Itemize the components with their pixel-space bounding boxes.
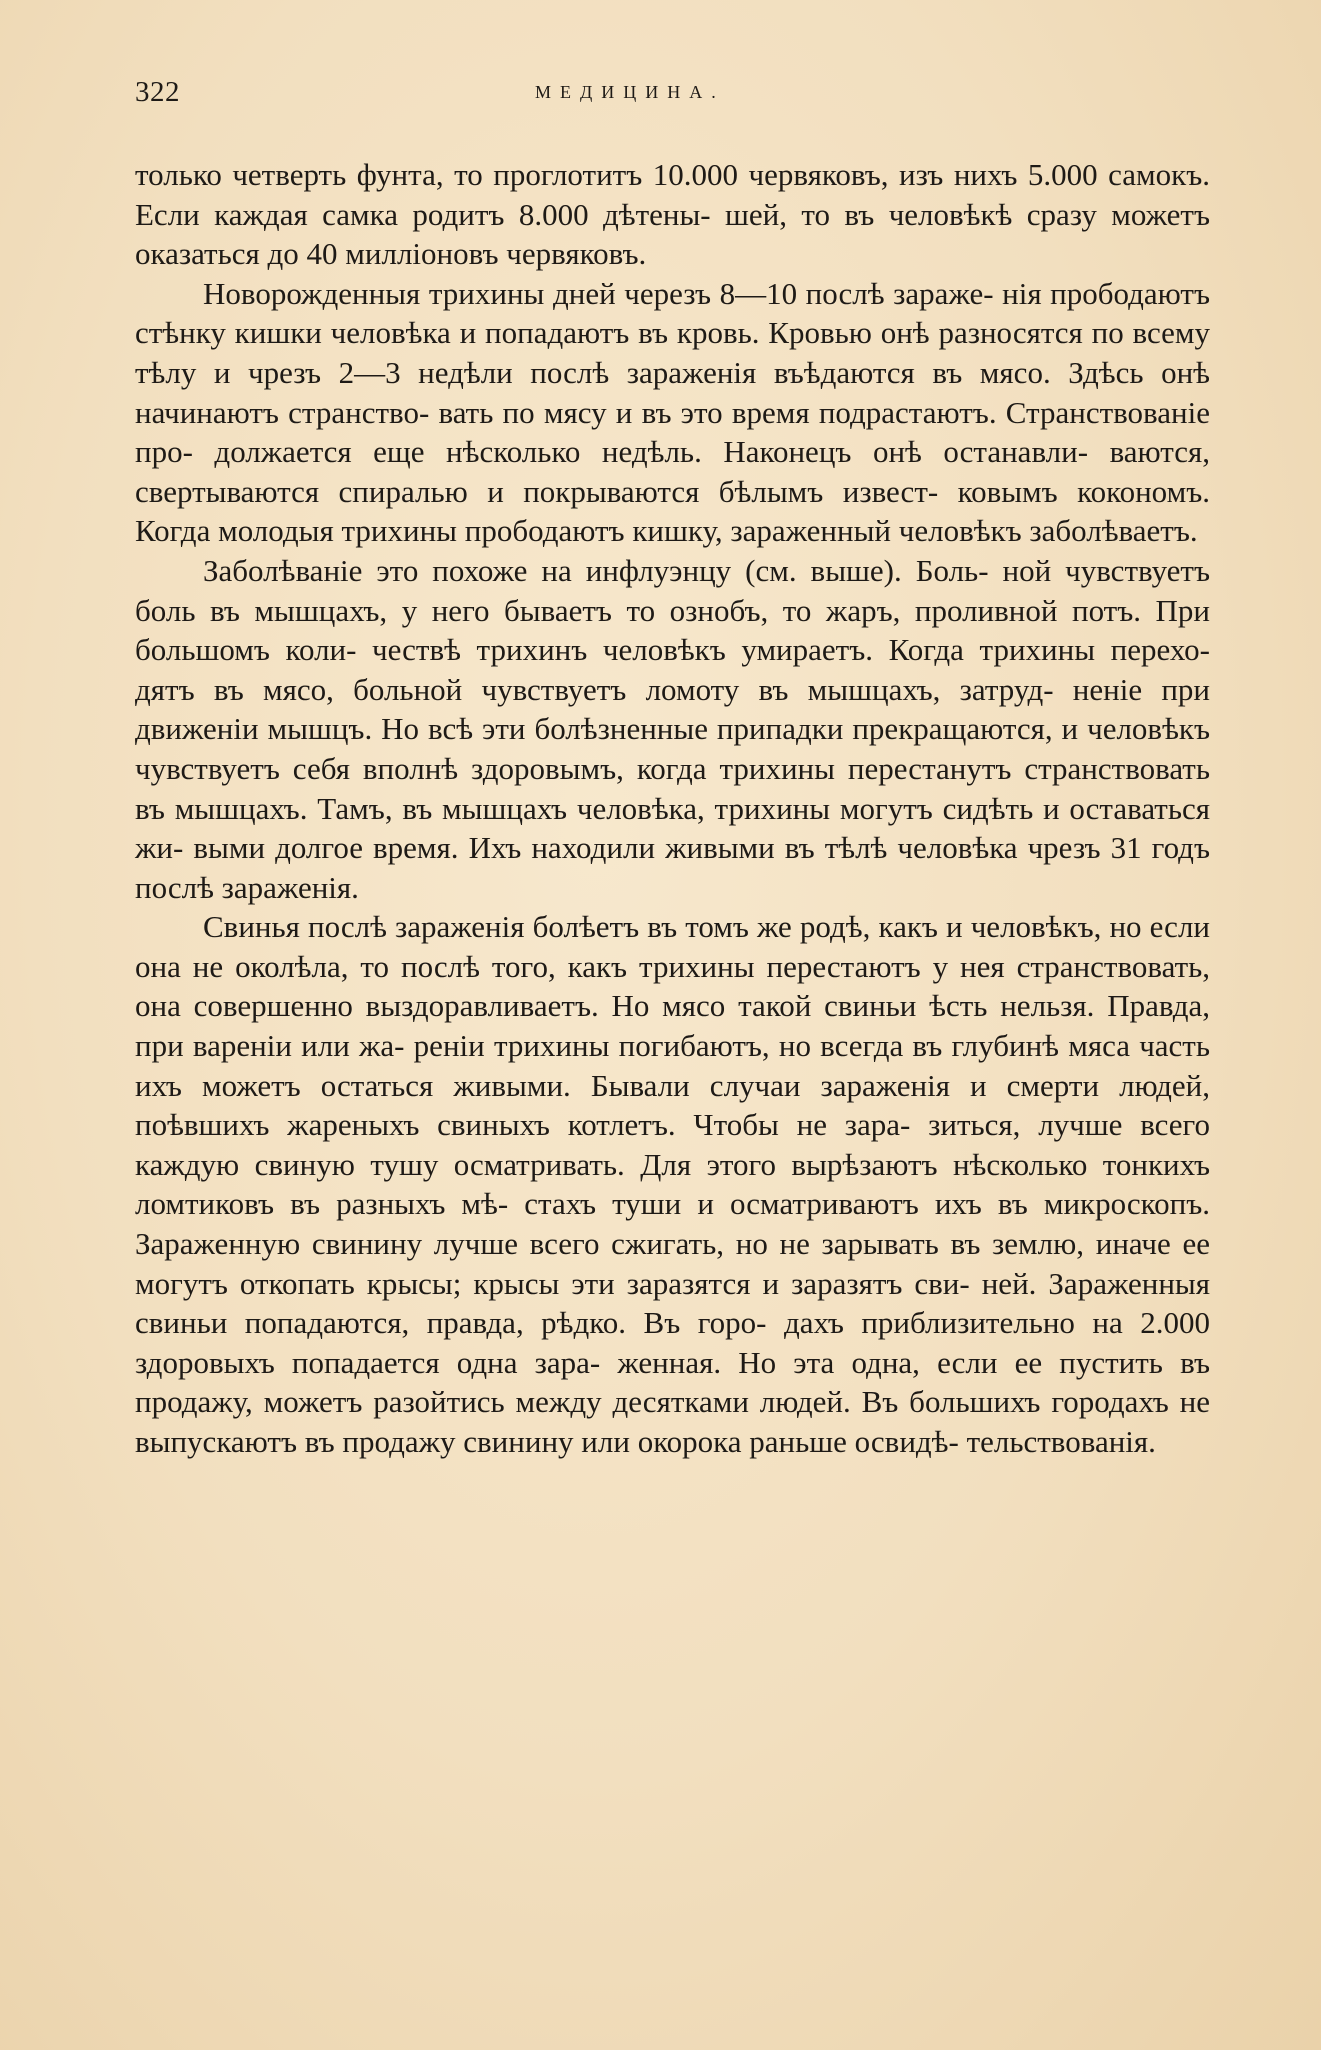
paragraph: Свинья послѣ зараженія болѣетъ въ томъ же родѣ, какъ и человѣкъ, но если она не околѣла, то послѣ того, какъ трихины перестаютъ у нея странствовать, она совершенно выздоравливаетъ. Но мясо такой свиньи ѣсть нельзя. Правда, при вареніи или жа- реніи трихины погибаютъ, но всегда въ глубинѣ мяса часть ихъ можетъ остаться живыми. Бывали случаи зараженія и смерти людей, поѣвшихъ жареныхъ свиныхъ котлетъ. Чтобы не зара- зиться, лучше всего каждую свиную тушу осматривать. Для этого вырѣзаютъ нѣсколько тонкихъ ломтиковъ въ разныхъ мѣ- стахъ туши и осматриваютъ ихъ въ микроскопъ. Зараженную свинину лучше всего сжигать, но не зарывать въ землю, иначе ее могутъ откопать крысы; крысы эти заразятся и заразятъ сви- ней. Зараженныя свиньи попадаются, правда, рѣдко. Въ горо- дахъ приблизительно на 2.000 здоровыхъ попадается одна зара- женная. Но эта одна, если ее пустить въ продажу, можетъ разойтись между десятками людей. Въ большихъ городахъ не выпускаютъ въ продажу свинину или окорока раньше освидѣ- тельствованія. [135,909,1210,1459]
running-title: МЕДИЦИНА. [535,82,725,102]
paragraph: Заболѣваніе это похоже на инфлуэнцу (см. выше). Боль- ной чувствуетъ боль въ мышцахъ, у него бываетъ то ознобъ, то жаръ, проливной потъ. При большомъ коли- чествѣ трихинъ человѣкъ умираетъ. Когда трихины перехо- дятъ въ мясо, больной чувствуетъ ломоту въ мышцахъ, затруд- неніе при движеніи мышцъ. Но всѣ эти болѣзненные припадки прекращаются, и человѣкъ чувствуетъ себя вполнѣ здоровымъ, когда трихины перестанутъ странствовать въ мышцахъ. Тамъ, въ мышцахъ человѣка, трихины могутъ сидѣть и оставаться жи- выми долгое время. Ихъ находили живыми въ тѣлѣ человѣка чрезъ 31 годъ послѣ зараженія. [135,552,1210,905]
page-header [135,76,1210,116]
body-text [135,155,1210,1462]
paragraph: Новорожденныя трихины дней черезъ 8—10 послѣ зараже- нія прободаютъ стѣнку кишки человѣка и попадаютъ въ кровь. Кровью онѣ разносятся по всему тѣлу и чрезъ 2—3 недѣли послѣ зараженія въѣдаются въ мясо. Здѣсь онѣ начинаютъ странство- вать по мясу и въ это время подрастаютъ. Странствованіе про- должается еще нѣсколько недѣль. Наконецъ онѣ останавли- ваются, свертываются спиралью и покрываются бѣлымъ извест- ковымъ кокономъ. Когда молодыя трихины прободаютъ кишку, зараженный человѣкъ заболѣваетъ. [135,275,1210,549]
paragraph: только четверть фунта, то проглотитъ 10.000 червяковъ, изъ нихъ 5.000 самокъ. Если каждая самка родитъ 8.000 дѣтены- шей, то въ человѣкѣ сразу можетъ оказаться до 40 милліоновъ червяковъ. [135,157,1210,272]
page-number: 322 [135,76,180,108]
